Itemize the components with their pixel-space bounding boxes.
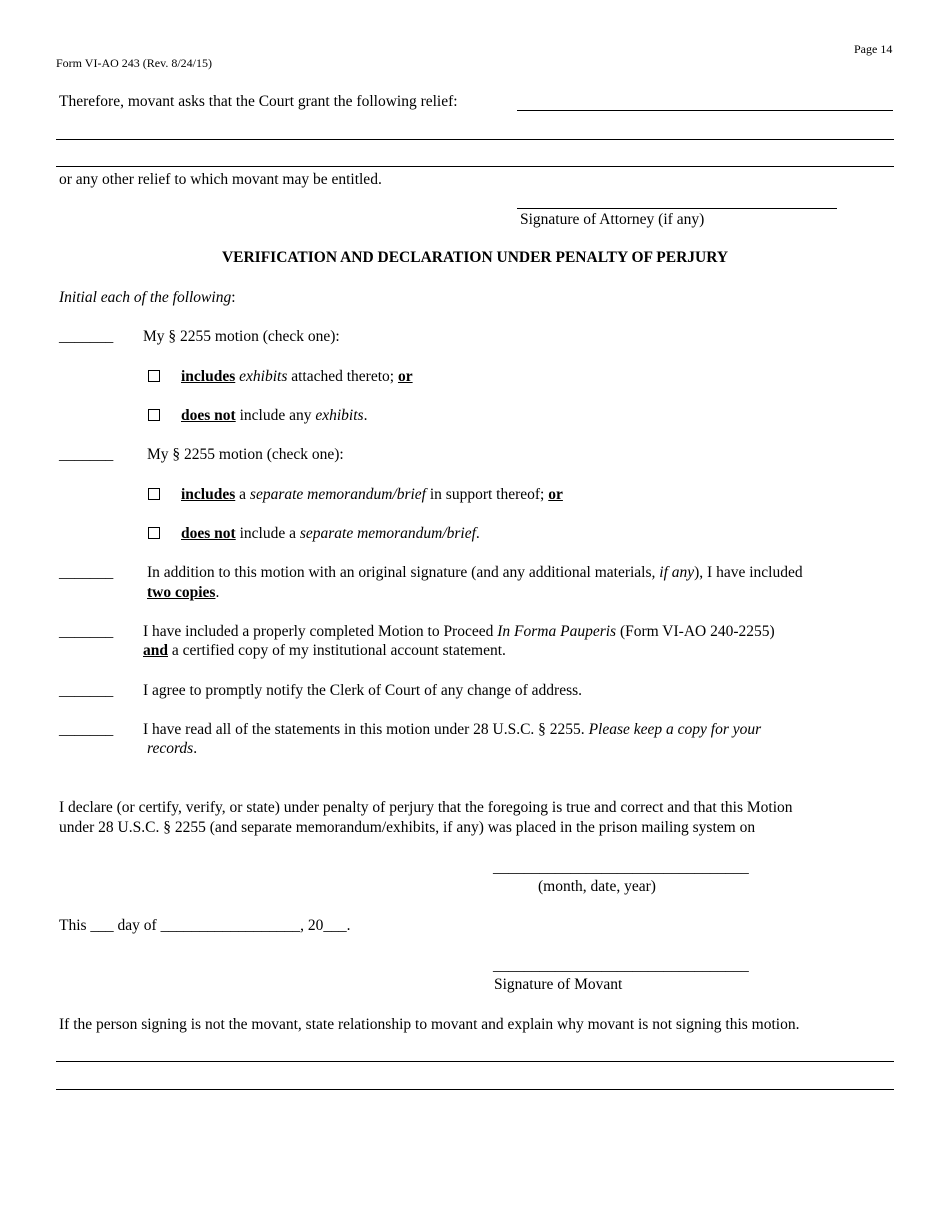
attorney-signature-label: Signature of Attorney (if any) (520, 211, 705, 228)
checkbox-includes-memorandum[interactable] (148, 488, 160, 500)
declaration-line-2: under 28 U.S.C. § 2255 (and separate memorandum/exhibits, if any) was placed in the prison mailing system on (59, 819, 756, 836)
form-id: Form VI-AO 243 (Rev. 8/24/15) (56, 56, 212, 70)
item3-line2: two copies. (147, 584, 220, 601)
initial-blank-2[interactable]: _______ (59, 446, 114, 463)
date-blank[interactable]: _________________________________ (493, 859, 749, 876)
relief-line-1[interactable] (517, 110, 893, 111)
relief-closing: or any other relief to which movant may be entitled. (59, 171, 382, 188)
item1-option-b: does not include any exhibits. (181, 407, 368, 424)
initial-blank-3[interactable]: _______ (59, 564, 114, 581)
item6-line2: records. (147, 740, 198, 757)
explanation-line-1[interactable] (56, 1061, 894, 1062)
item2-label: My § 2255 motion (check one): (147, 446, 344, 463)
initial-blank-1[interactable]: _______ (59, 328, 114, 345)
attorney-signature-line[interactable] (517, 208, 837, 209)
page-number: Page 14 (854, 42, 893, 56)
movant-signature-label: Signature of Movant (494, 976, 623, 993)
checkbox-no-memorandum[interactable] (148, 527, 160, 539)
item1-option-a: includes exhibits attached thereto; or (181, 368, 413, 385)
checkbox-no-exhibits[interactable] (148, 409, 160, 421)
initial-instruction: Initial each of the following: (59, 289, 236, 306)
verification-heading: VERIFICATION AND DECLARATION UNDER PENALTY OF PERJURY (221, 249, 729, 266)
initial-blank-6[interactable]: _______ (59, 721, 114, 738)
item1-label: My § 2255 motion (check one): (143, 328, 340, 345)
item2-option-b: does not include a separate memorandum/brief. (181, 525, 480, 542)
relief-line-2[interactable] (56, 139, 894, 140)
checkbox-includes-exhibits[interactable] (148, 370, 160, 382)
item6-line1: I have read all of the statements in this motion under 28 U.S.C. § 2255. Please keep a copy for your (143, 721, 762, 738)
explanation-line-2[interactable] (56, 1089, 894, 1090)
declaration-line-1: I declare (or certify, verify, or state) under penalty of perjury that the foregoing is true and correct and that this Motion (59, 799, 793, 816)
movant-signature-blank[interactable]: _________________________________ (493, 957, 749, 974)
initial-blank-5[interactable]: _______ (59, 682, 114, 699)
item2-option-a: includes a separate memorandum/brief in support thereof; or (181, 486, 563, 503)
date-label: (month, date, year) (538, 878, 656, 895)
non-movant-instruction: If the person signing is not the movant, state relationship to movant and explain why movant is not signing this motion. (59, 1016, 800, 1033)
item3-line1: In addition to this motion with an original signature (and any additional materials, if any), I have included (147, 564, 803, 581)
item4-line1: I have included a properly completed Motion to Proceed In Forma Pauperis (Form VI-AO 240-2255) (143, 623, 775, 640)
item5-text: I agree to promptly notify the Clerk of Court of any change of address. (143, 682, 583, 699)
initial-blank-4[interactable]: _______ (59, 623, 114, 640)
relief-prompt: Therefore, movant asks that the Court grant the following relief: (59, 93, 458, 110)
item4-line2: and a certified copy of my institutional account statement. (143, 642, 506, 659)
relief-line-3[interactable] (56, 166, 894, 167)
this-day-line[interactable]: This ___ day of __________________, 20___. (59, 917, 351, 934)
